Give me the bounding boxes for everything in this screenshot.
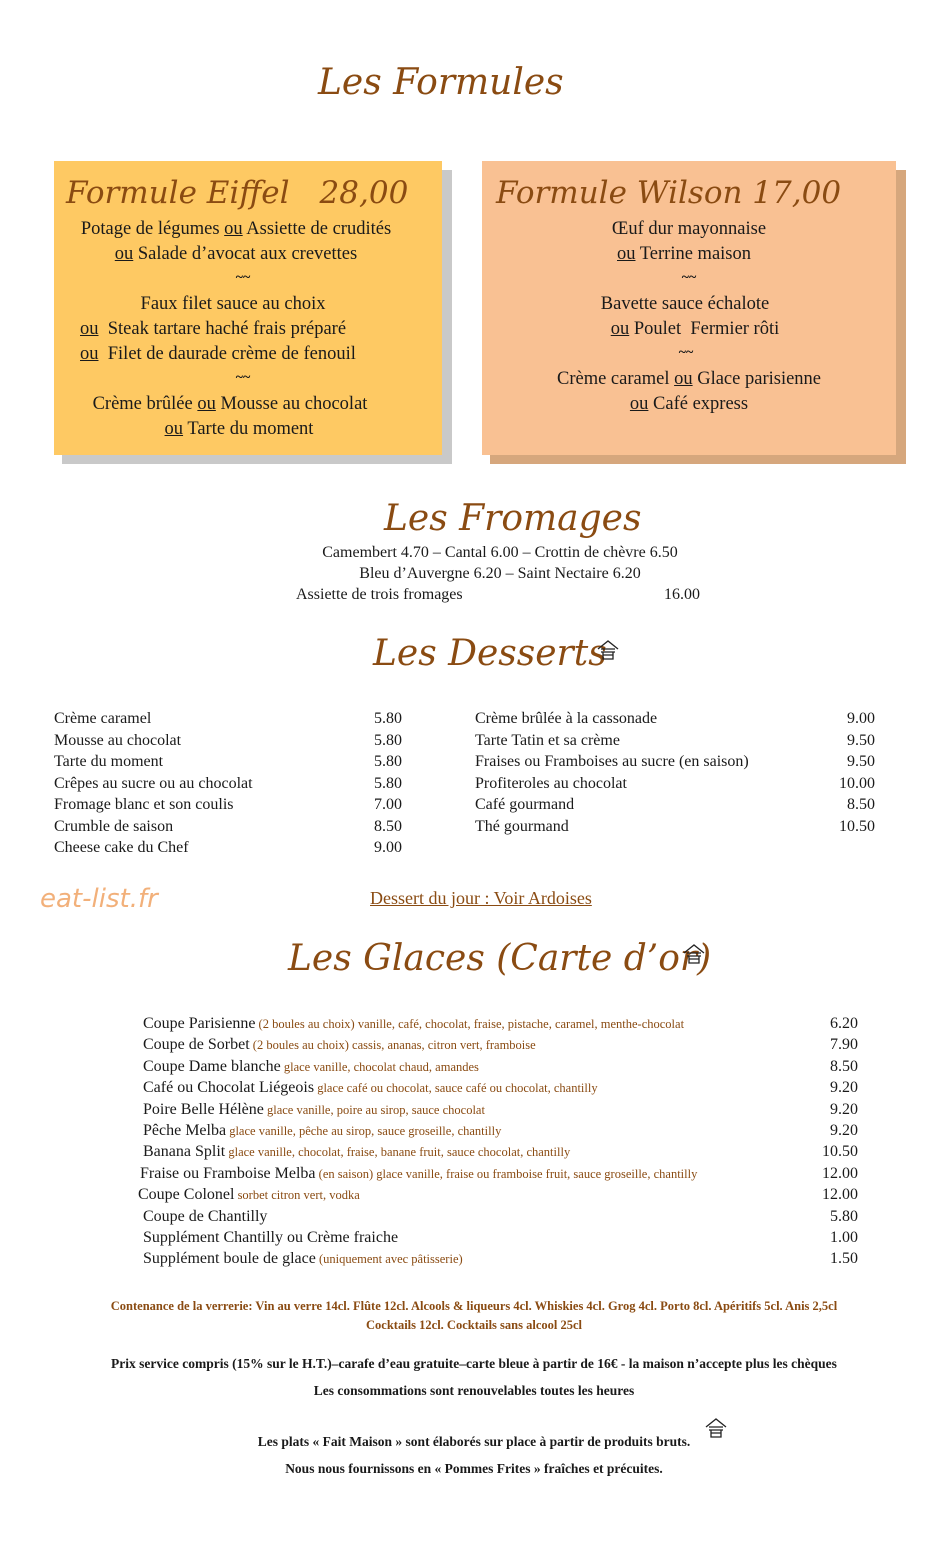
wilson-line-2: ou Terrine maison: [617, 244, 751, 264]
table-row: Café ou Chocolat Liégeois glace café ou chocolat, sauce café ou chocolat, chantilly 9.20: [143, 1079, 858, 1097]
fromages-assiette-price: 16.00: [664, 586, 700, 603]
list-item: Tarte Tatin et sa crème 9.50: [475, 731, 875, 749]
formule-wilson-box: [482, 161, 896, 455]
table-row: Fraise ou Framboise Melba (en saison) glace vanille, fraise ou framboise fruit, sauce groseille, chantilly 12.00: [140, 1164, 858, 1182]
glaces-list: [138, 1013, 858, 1275]
list-item: Crumble de saison 8.50: [54, 817, 402, 835]
table-row: Banana Split glace vanille, chocolat, fraise, banane fruit, sauce chocolat, chantilly 10.50: [143, 1143, 858, 1161]
table-row: Supplément boule de glace (uniquement avec pâtisserie) 1.50: [143, 1250, 858, 1268]
consommations-note: Les consommations sont renouvelables toutes les heures: [313, 1383, 635, 1398]
heading-formules: Les Formules: [318, 62, 564, 103]
fromages-line-1: Camembert 4.70 – Cantal 6.00 – Crottin de chèvre 6.50: [322, 544, 678, 561]
table-row: Supplément Chantilly ou Crème fraiche 1.00: [143, 1229, 858, 1246]
list-item: Café gourmand 8.50: [475, 796, 875, 813]
eiffel-sep-2: ~~: [235, 370, 251, 385]
table-row: Coupe Dame blanche glace vanille, chocolat chaud, amandes 8.50: [143, 1057, 858, 1075]
formule-wilson-title: Formule Wilson 17,00: [496, 175, 842, 211]
formule-eiffel-price: 28,00: [319, 175, 409, 211]
eiffel-line-1: Potage de légumes ou Assiette de crudités: [80, 219, 392, 239]
wilson-line-3: Bavette sauce échalote: [600, 294, 770, 314]
wilson-sep-1: ~~: [681, 270, 697, 285]
watermark: eat-list.fr: [40, 884, 158, 914]
table-row: Coupe Colonel sorbet citron vert, vodka 12.00: [138, 1186, 858, 1204]
eiffel-line-5: ou Filet de daurade crème de fenouil: [80, 344, 356, 364]
formule-eiffel-box: [54, 161, 442, 455]
formule-eiffel-title: Formule Eiffel 28,00: [66, 175, 409, 211]
table-row: Coupe de Chantilly 5.80: [143, 1207, 858, 1225]
wilson-sep-2: ~~: [678, 345, 694, 360]
fait-maison-note: Les plats « Fait Maison » sont élaborés sur place à partir de produits bruts.: [257, 1434, 691, 1449]
eiffel-line-2: ou Salade d’avocat aux crevettes: [114, 244, 358, 264]
list-item: Crème caramel 5.80: [54, 710, 402, 727]
fait-maison-house-icon: [683, 944, 705, 964]
table-row: Coupe Parisienne (2 boules au choix) vanille, café, chocolat, fraise, pistache, caramel, menthe-chocolat 6.20: [143, 1015, 858, 1032]
list-item: Tarte du moment 5.80: [54, 753, 402, 770]
table-row: Pêche Melba glace vanille, pêche au sirop, sauce groseille, chantilly 9.20: [143, 1122, 858, 1139]
eiffel-line-6: Crème brûlée ou Mousse au chocolat: [92, 394, 368, 414]
wilson-line-1: Œuf dur mayonnaise: [611, 219, 767, 239]
list-item: Cheese cake du Chef 9.00: [54, 839, 402, 856]
heading-fromages: Les Fromages: [384, 498, 642, 539]
list-item: Crêpes au sucre ou au chocolat 5.80: [54, 774, 402, 792]
eiffel-sep-1: ~~: [235, 270, 251, 285]
list-item: Mousse au chocolat 5.80: [54, 731, 402, 749]
heading-glaces: Les Glaces (Carte d’or): [288, 938, 712, 979]
table-row: Poire Belle Hélène glace vanille, poire au sirop, sauce chocolat 9.20: [143, 1100, 858, 1118]
dessert-du-jour-link[interactable]: Dessert du jour : Voir Ardoises: [370, 888, 592, 908]
wilson-line-5: Crème caramel ou Glace parisienne: [556, 369, 822, 389]
wilson-line-4: ou Poulet Fermier rôti: [610, 319, 780, 339]
fait-maison-house-icon: [705, 1418, 727, 1438]
wilson-line-6: ou Café express: [629, 394, 749, 414]
list-item: Fromage blanc et son coulis 7.00: [54, 796, 402, 813]
desserts-list-left: [54, 708, 402, 859]
eiffel-line-4: ou Steak tartare haché frais préparé: [80, 319, 347, 339]
heading-desserts: Les Desserts: [373, 633, 607, 674]
fromages-assiette: Assiette de trois fromages: [296, 586, 463, 603]
list-item: Fraises ou Framboises au sucre (en saison) 9.50: [475, 753, 875, 770]
frites-note: Nous nous fournissons en « Pommes Frites » fraîches et précuites.: [285, 1461, 663, 1476]
eiffel-line-7: ou Tarte du moment: [164, 419, 314, 439]
list-item: Thé gourmand 10.50: [475, 817, 875, 835]
verrerie-note-2: Cocktails 12cl. Cocktails sans alcool 25cl: [366, 1318, 582, 1332]
list-item: Crème brûlée à la cassonade 9.00: [475, 710, 875, 727]
verrerie-note-1: Contenance de la verrerie: Vin au verre 14cl. Flûte 12cl. Alcools & liqueurs 4cl. Whiskies 4cl. Grog 4cl. Porto 8cl. Apéritifs 5cl. Anis 2,5cl: [110, 1299, 838, 1313]
fait-maison-house-icon: [597, 640, 619, 660]
list-item: Profiteroles au chocolat 10.00: [475, 774, 875, 792]
eiffel-line-3: Faux filet sauce au choix: [140, 294, 326, 314]
desserts-list-right: [475, 708, 875, 837]
prix-service-note: Prix service compris (15% sur le H.T.)–carafe d’eau gratuite–carte bleue à partir de 16€ - la maison n’accepte plus les chèques: [111, 1356, 837, 1371]
fromages-line-2: Bleu d’Auvergne 6.20 – Saint Nectaire 6.20: [359, 565, 641, 582]
table-row: Coupe de Sorbet (2 boules au choix) cassis, ananas, citron vert, framboise 7.90: [143, 1036, 858, 1054]
